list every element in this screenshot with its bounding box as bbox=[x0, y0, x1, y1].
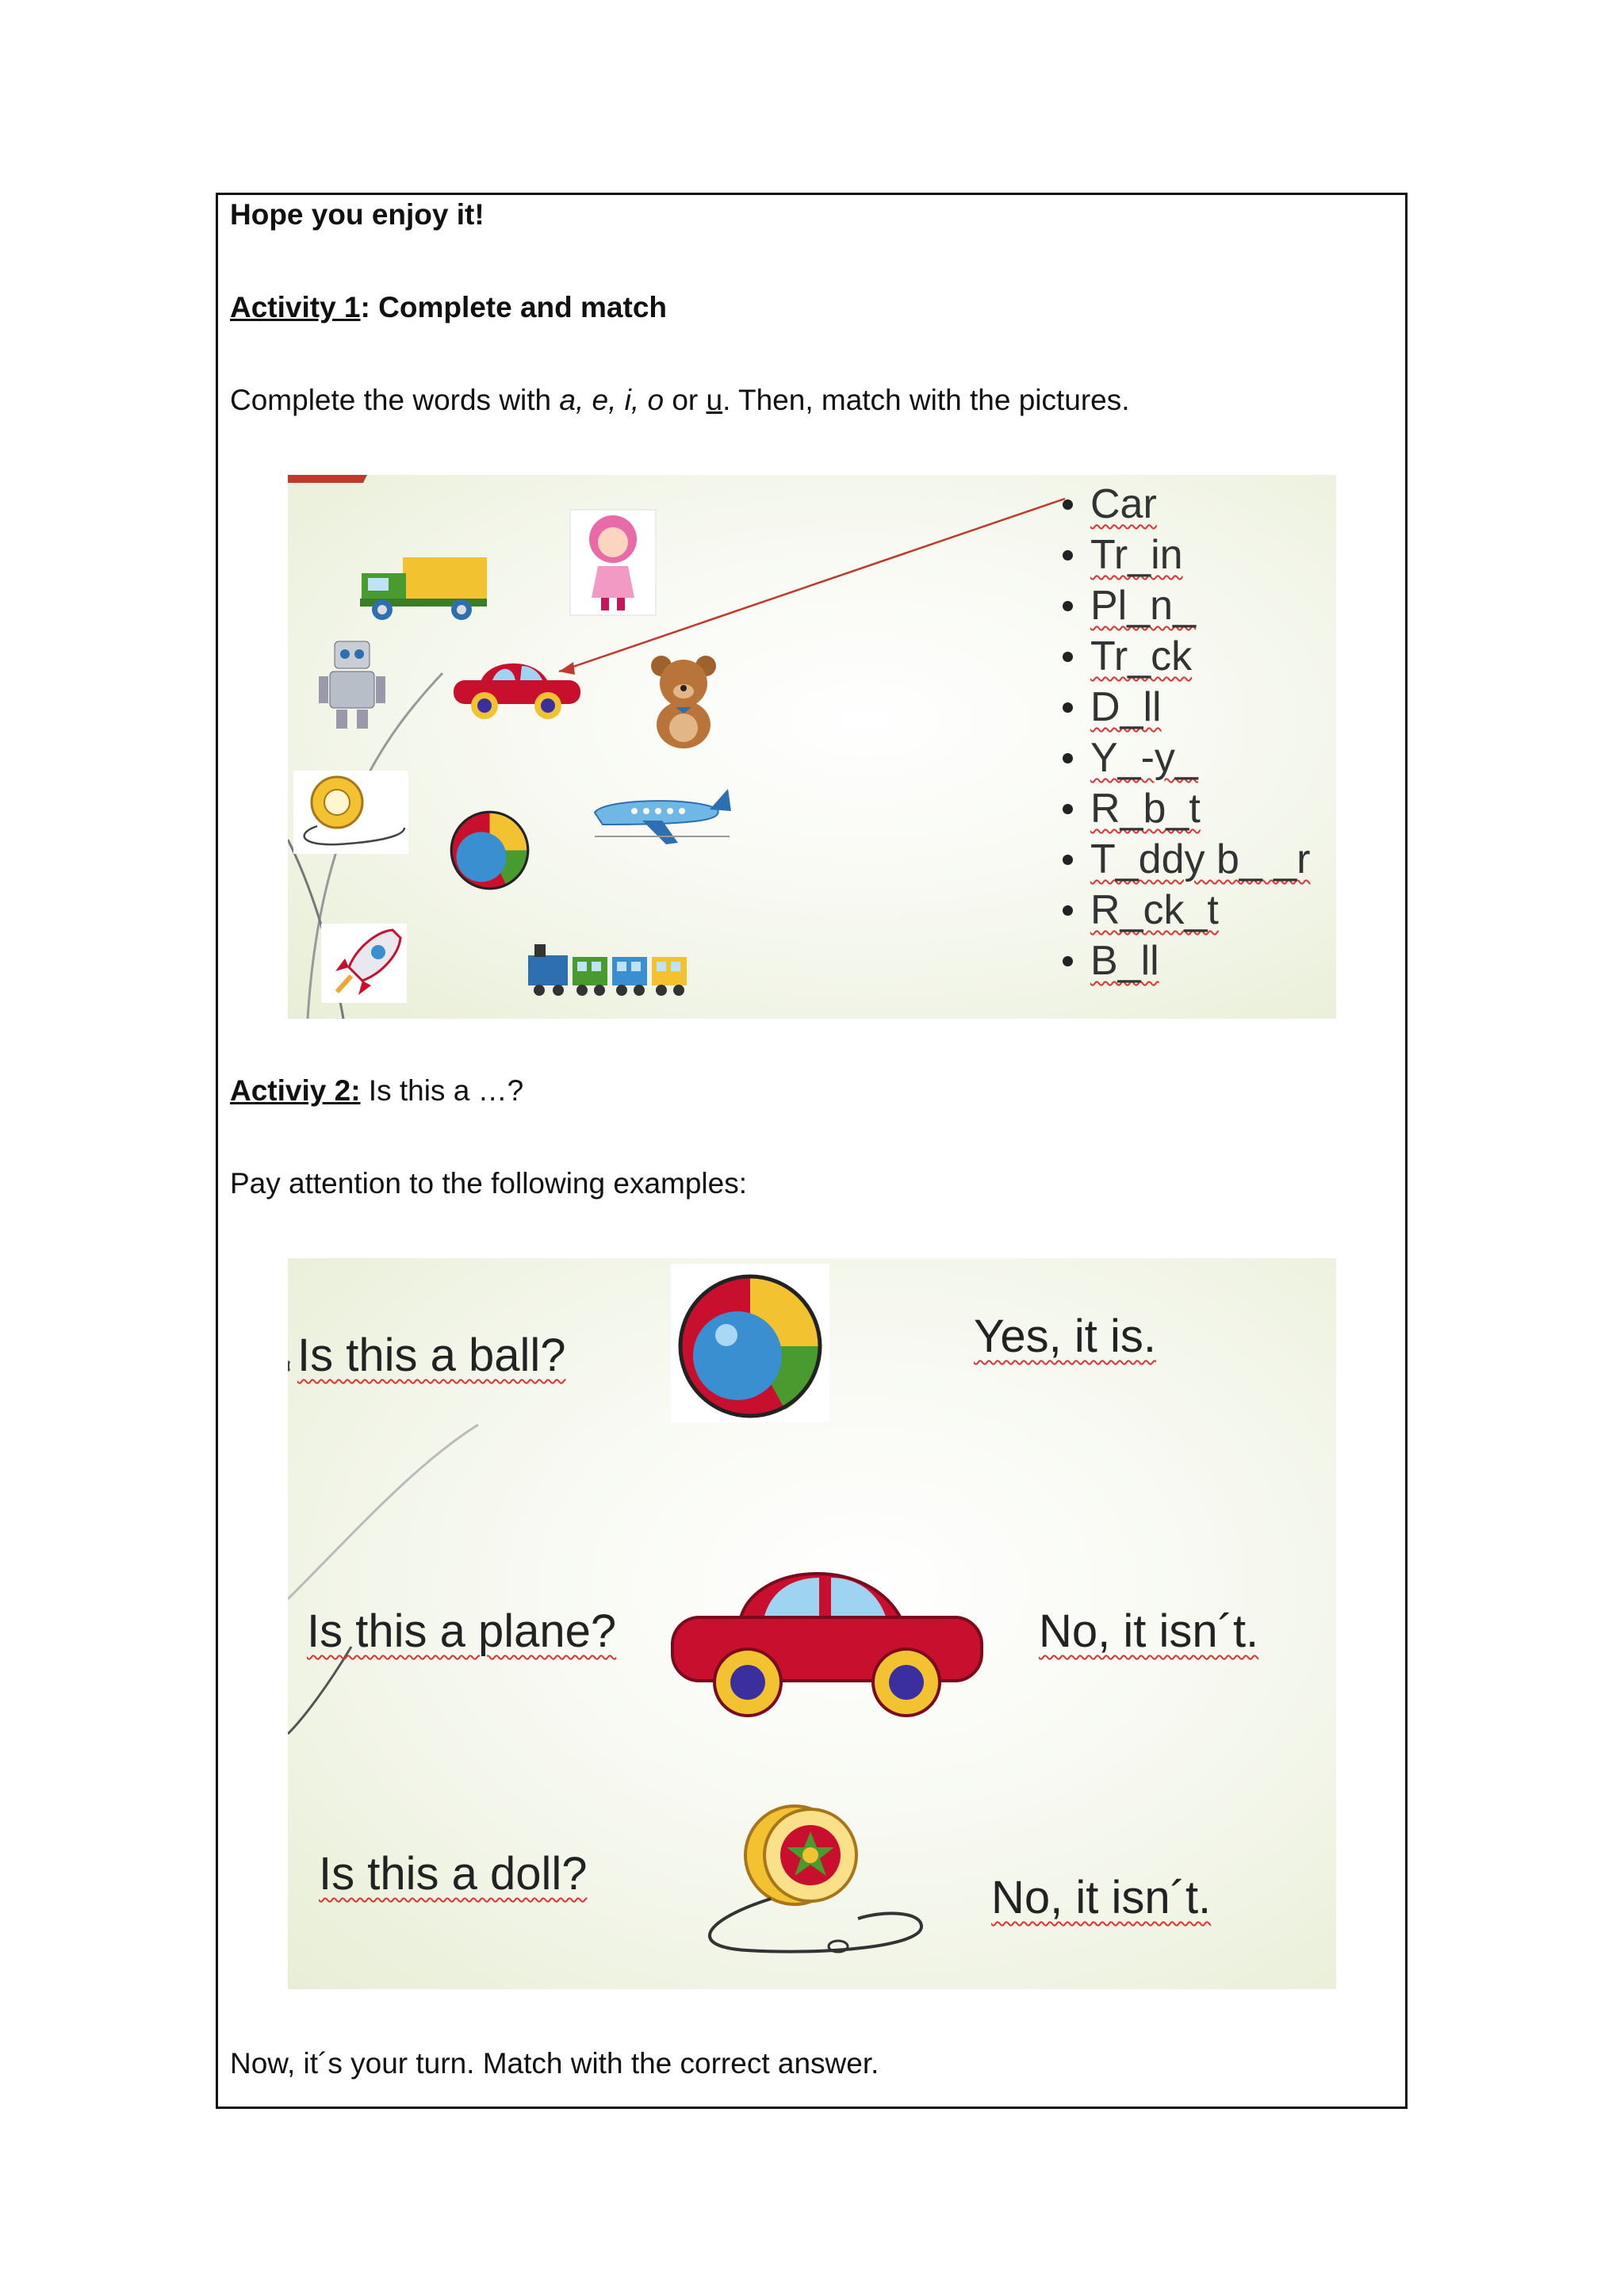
example-question bbox=[297, 1329, 566, 1382]
example-answer-text: No, it isn´t. bbox=[1039, 1605, 1259, 1657]
word-item bbox=[1063, 682, 1311, 733]
word-item bbox=[1063, 733, 1311, 783]
plane-icon bbox=[587, 781, 733, 848]
activity1-instruction bbox=[230, 384, 1130, 417]
activity2-instruction: Pay attention to the following examples: bbox=[230, 1167, 747, 1200]
instruction-part: . Then, match with the pictures. bbox=[722, 384, 1130, 416]
word-item bbox=[1063, 885, 1311, 936]
greeting: Hope you enjoy it! bbox=[230, 198, 485, 231]
teddy-bear-icon bbox=[642, 652, 726, 751]
instruction-part: Complete the words with bbox=[230, 384, 560, 416]
example-answer bbox=[991, 1871, 1211, 1924]
activity2-label: Activiy 2: bbox=[230, 1074, 361, 1107]
footer-instruction: Now, it´s your turn. Match with the correct answer. bbox=[230, 2047, 879, 2080]
example-answer-text: Yes, it is. bbox=[974, 1311, 1156, 1362]
truck-icon bbox=[357, 551, 492, 622]
car-icon bbox=[665, 1546, 990, 1720]
example-question-text: Is this a doll? bbox=[319, 1848, 588, 1900]
word-text: D_ll bbox=[1090, 684, 1162, 730]
activity2-title: Is this a …? bbox=[360, 1074, 524, 1107]
yoyo-icon bbox=[293, 771, 408, 854]
ball-icon bbox=[671, 1264, 829, 1422]
instruction-letter-u: u bbox=[706, 384, 723, 416]
word-item bbox=[1063, 834, 1311, 885]
yoyo-icon bbox=[684, 1800, 929, 1958]
activity1-heading bbox=[230, 291, 667, 324]
activity1-title: : Complete and match bbox=[360, 291, 668, 323]
word-item bbox=[1063, 936, 1311, 986]
example-answer bbox=[974, 1310, 1156, 1363]
word-text: R_b_t bbox=[1090, 786, 1201, 832]
word-item bbox=[1063, 783, 1311, 834]
example-question-text: Is this a ball? bbox=[297, 1330, 566, 1381]
word-text: Pl_n_ bbox=[1090, 583, 1196, 629]
word-text: Y_-y_ bbox=[1090, 735, 1198, 781]
word-text: R_ck_t bbox=[1090, 887, 1219, 933]
word-text: Tr_in bbox=[1090, 532, 1183, 578]
word-text: B_ll bbox=[1090, 938, 1159, 984]
instruction-letters: a, e, i, o bbox=[559, 384, 665, 416]
activity1-label: Activity 1 bbox=[230, 291, 361, 323]
word-text: Tr_ck bbox=[1090, 633, 1193, 679]
word-list bbox=[1063, 479, 1311, 986]
example-answer bbox=[1039, 1605, 1258, 1658]
car-icon bbox=[449, 650, 584, 725]
train-icon bbox=[525, 939, 691, 999]
word-item bbox=[1063, 631, 1311, 682]
doll-icon bbox=[569, 509, 657, 616]
word-item bbox=[1063, 580, 1311, 631]
word-item bbox=[1063, 479, 1311, 530]
example-question bbox=[307, 1605, 616, 1658]
word-item bbox=[1063, 530, 1311, 580]
rocket-icon bbox=[321, 924, 407, 1003]
ball-icon bbox=[448, 809, 531, 892]
example-question-text: Is this a plane? bbox=[307, 1605, 617, 1657]
robot-icon bbox=[316, 637, 389, 732]
example-answer-text: No, it isn´t. bbox=[991, 1872, 1212, 1923]
word-text: Car bbox=[1090, 481, 1157, 527]
word-text: T_ddy b_ _r bbox=[1090, 836, 1311, 882]
example-question bbox=[319, 1847, 588, 1900]
activity2-heading bbox=[230, 1074, 523, 1108]
instruction-part: or bbox=[664, 384, 707, 416]
